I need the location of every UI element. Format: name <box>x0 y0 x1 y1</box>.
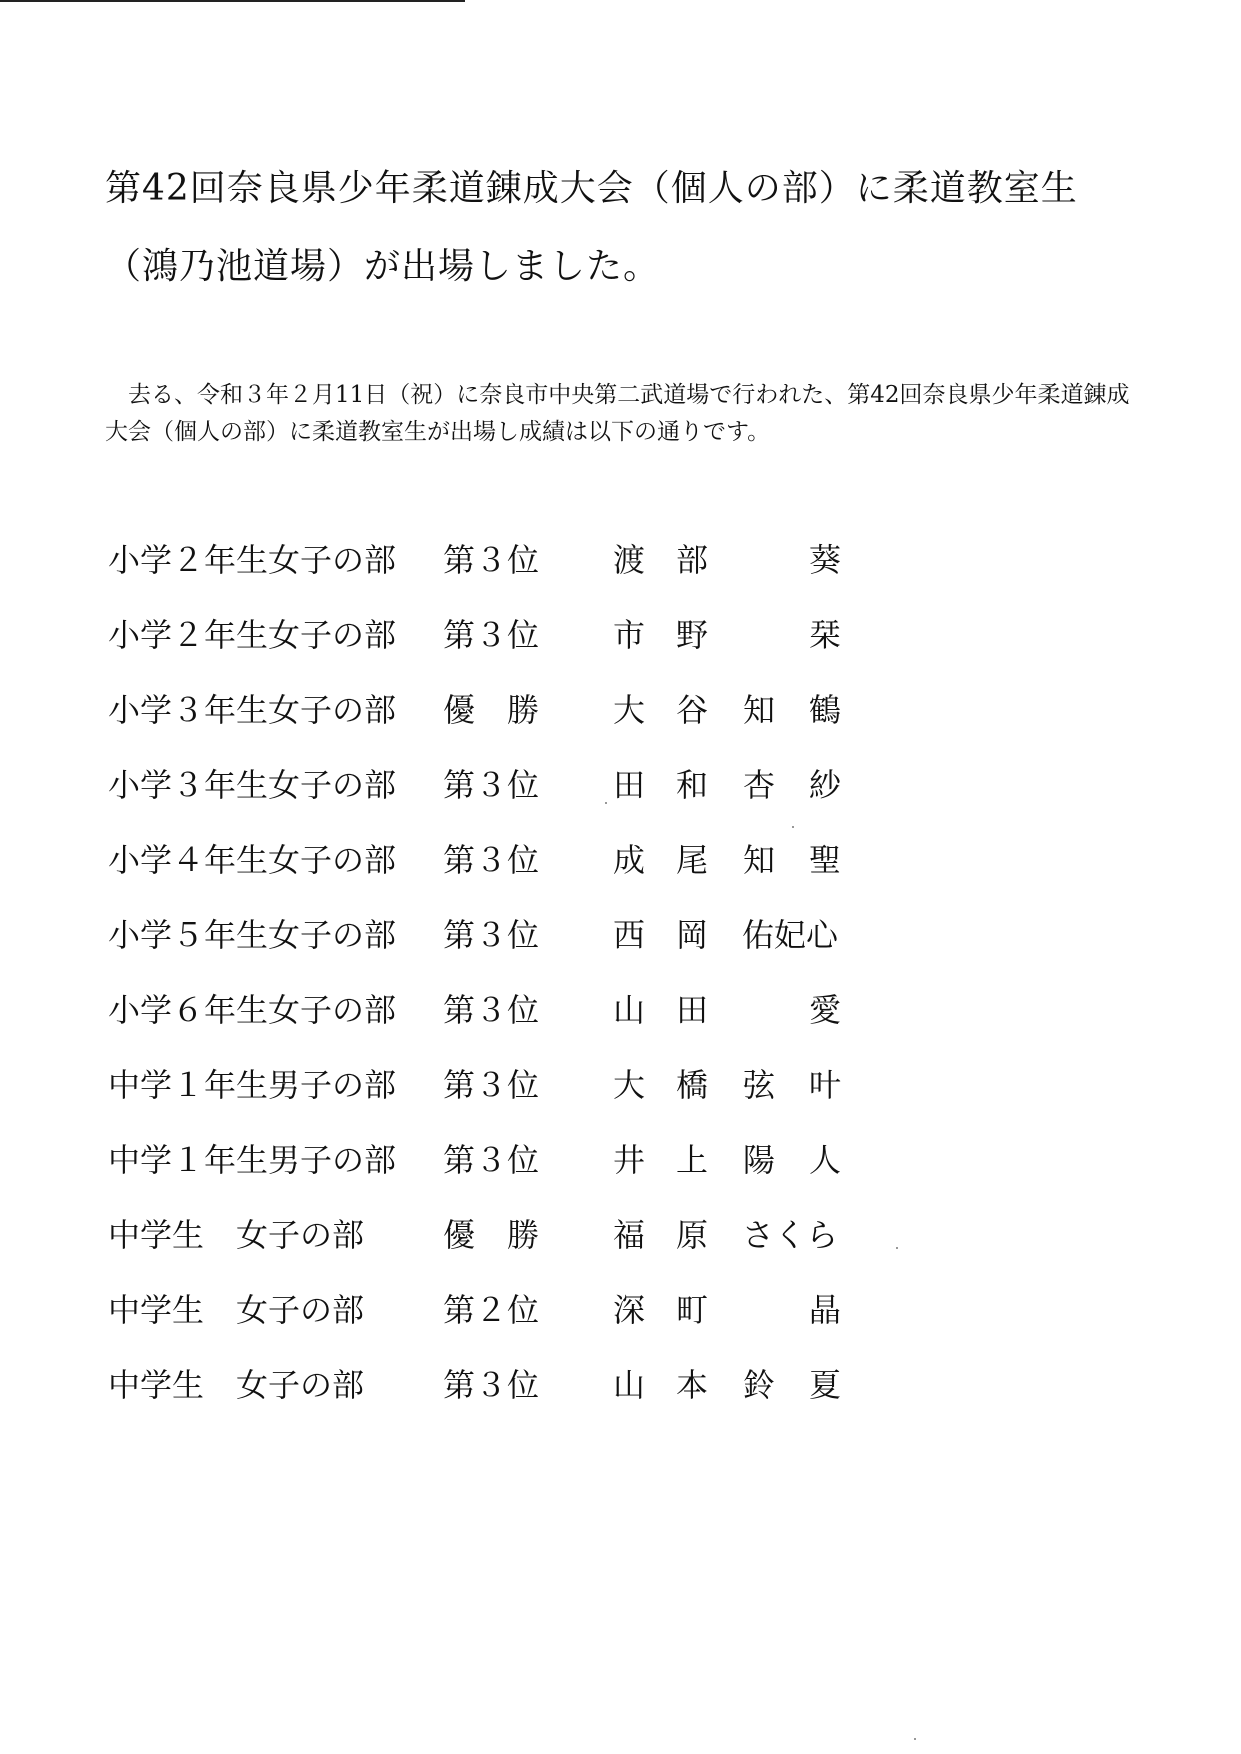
result-name-part: 町 <box>675 1291 708 1329</box>
result-name-part: 渡 <box>612 541 645 579</box>
result-name-part: 大 <box>612 1066 645 1104</box>
result-row <box>108 685 868 760</box>
result-row <box>108 1285 868 1360</box>
result-row <box>108 1135 868 1210</box>
result-rank: 第３位 <box>443 766 540 804</box>
result-name-part: 大 <box>612 691 645 729</box>
result-name-part: 葵 <box>808 541 841 579</box>
result-name-part: 弦 <box>742 1066 775 1104</box>
result-name-part: 橋 <box>675 1066 708 1104</box>
result-row <box>108 910 868 985</box>
result-name-part: 岡 <box>675 916 708 954</box>
result-name-part: 山 <box>612 991 645 1029</box>
result-row <box>108 535 868 610</box>
result-rank: 第３位 <box>443 616 540 654</box>
result-name-part: 叶 <box>808 1066 841 1104</box>
result-row <box>108 1210 868 1285</box>
result-name-part: 和 <box>675 766 708 804</box>
result-name-part: 人 <box>808 1141 841 1179</box>
result-name-part: 谷 <box>675 691 708 729</box>
result-name-part: 山 <box>612 1366 645 1404</box>
result-name-part: 原 <box>675 1216 708 1254</box>
result-row <box>108 1060 868 1135</box>
result-name-part: 部 <box>675 541 708 579</box>
result-rank: 第３位 <box>443 541 540 579</box>
result-name-part: 杏 <box>742 766 775 804</box>
result-rank: 第３位 <box>443 1141 540 1179</box>
result-category: 小学２年生女子の部 <box>108 541 397 579</box>
result-name-part: 聖 <box>808 841 841 879</box>
intro-paragraph: 去る、令和３年２月11日（祝）に奈良市中央第二武道場で行われた、第42回奈良県少年柔道錬成大会（個人の部）に柔道教室生が出場し成績は以下の通りです。 <box>105 382 1130 445</box>
result-category: 中学生 女子の部 <box>108 1366 365 1404</box>
result-category: 小学３年生女子の部 <box>108 766 397 804</box>
result-name-part: 野 <box>675 616 708 654</box>
page-title: 第42回奈良県少年柔道錬成大会（個人の部）に柔道教室生（鴻乃池道場）が出場しました。 <box>105 168 1078 287</box>
result-category: 中学生 女子の部 <box>108 1216 365 1254</box>
result-category: 小学５年生女子の部 <box>108 916 397 954</box>
result-name-part: 鈴 <box>742 1366 775 1404</box>
result-row <box>108 1360 868 1435</box>
result-category: 小学２年生女子の部 <box>108 616 397 654</box>
result-rank: 第３位 <box>443 841 540 879</box>
result-rank: 第３位 <box>443 991 540 1029</box>
result-name-part: 夏 <box>808 1366 841 1404</box>
result-rank: 優 勝 <box>443 691 540 729</box>
scan-speck <box>896 1247 898 1249</box>
result-name-part: 田 <box>612 766 645 804</box>
result-name-part: 福 <box>612 1216 645 1254</box>
scan-speck <box>914 1738 916 1740</box>
scan-speck <box>605 802 607 804</box>
result-rank: 優 勝 <box>443 1216 540 1254</box>
result-rank: 第３位 <box>443 1066 540 1104</box>
result-name-part: 尾 <box>675 841 708 879</box>
result-category: 小学３年生女子の部 <box>108 691 397 729</box>
result-category: 中学生 女子の部 <box>108 1291 365 1329</box>
result-name-part: 佑妃心 <box>742 916 839 954</box>
result-name-part: さくら <box>742 1216 839 1254</box>
scan-edge-line <box>0 0 465 2</box>
result-rank: 第３位 <box>443 916 540 954</box>
result-name-part: 上 <box>675 1141 708 1179</box>
result-name-part: 本 <box>675 1366 708 1404</box>
result-name-part: 田 <box>675 991 708 1029</box>
result-category: 中学１年生男子の部 <box>108 1066 397 1104</box>
result-rank: 第２位 <box>443 1291 540 1329</box>
result-name-part: 鶴 <box>808 691 841 729</box>
result-category: 中学１年生男子の部 <box>108 1141 397 1179</box>
result-name-part: 陽 <box>742 1141 775 1179</box>
result-name-part: 深 <box>612 1291 645 1329</box>
result-name-part: 市 <box>612 616 645 654</box>
result-category: 小学４年生女子の部 <box>108 841 397 879</box>
scan-speck <box>792 826 794 828</box>
result-name-part: 井 <box>612 1141 645 1179</box>
result-row <box>108 985 868 1060</box>
result-row <box>108 835 868 910</box>
results-list <box>108 535 868 1435</box>
result-name-part: 成 <box>612 841 645 879</box>
result-name-part: 西 <box>612 916 645 954</box>
result-name-part: 知 <box>742 841 775 879</box>
result-row <box>108 610 868 685</box>
result-rank: 第３位 <box>443 1366 540 1404</box>
result-name-part: 晶 <box>808 1291 841 1329</box>
result-name-part: 知 <box>742 691 775 729</box>
result-row <box>108 760 868 835</box>
result-category: 小学６年生女子の部 <box>108 991 397 1029</box>
result-name-part: 紗 <box>808 766 841 804</box>
result-name-part: 栞 <box>808 616 841 654</box>
result-name-part: 愛 <box>808 991 841 1029</box>
